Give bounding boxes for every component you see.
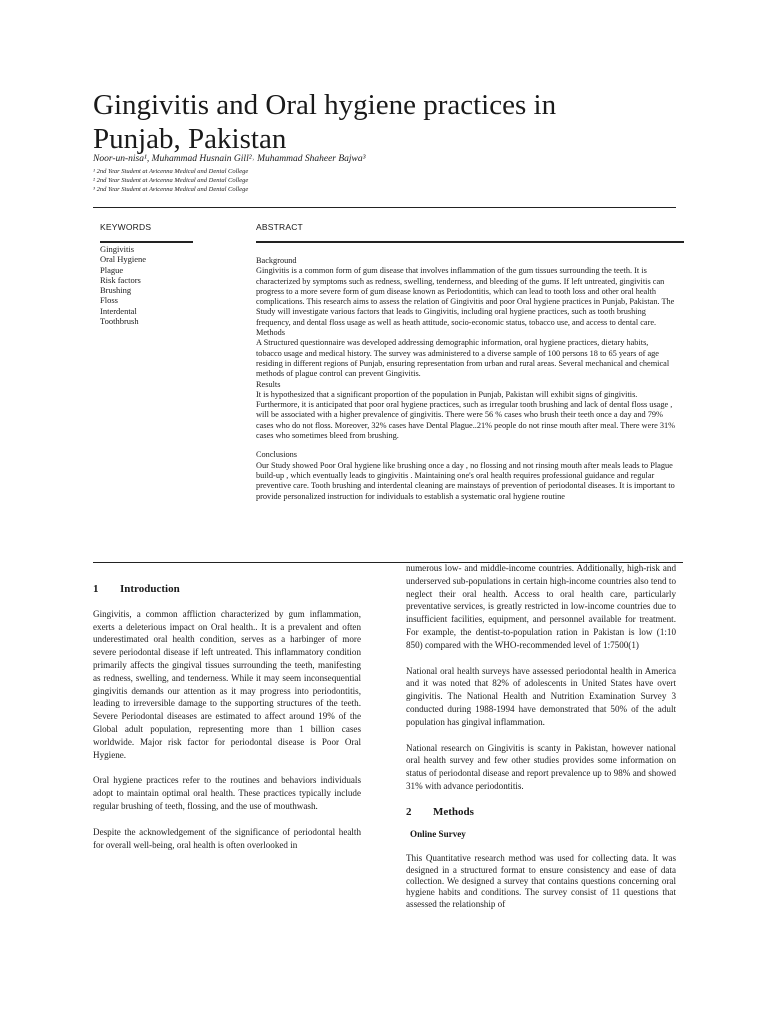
- methods-abstract-text: A Structured questionnaire was developed addressing demographic information, oral hygiene practices, dietary habits, tobacco usage and medical history. The survey was administered to a diverse sample of 100 persons 18 to 65 years of age residing in different regions of Punjab, ensuring representation from urban and rural areas. Several mechanical and chemical methods of plague control can prevent Gingivitis.: [256, 338, 670, 379]
- intro-paragraph-2: Oral hygiene practices refer to the routines and behaviors individuals adopt to maintain optimal oral health. These practices typically include regular brushing of teeth, flossing, and the use of mouthwash.: [93, 775, 361, 811]
- background-heading: Background: [256, 256, 297, 265]
- keyword-item: Risk factors: [100, 274, 141, 285]
- affiliation-1: ¹ 2nd Year Student at Avicenna Medical and Dental College: [93, 168, 249, 175]
- section-title: Methods: [433, 805, 474, 818]
- section-number: 2: [406, 805, 412, 818]
- right-paragraph-3: National research on Gingivitis is scanty in Pakistan, however national oral health survey and few other studies provides some information on status of periodontal disease and report prevalence up to 98% and showed 31% with advance periodontitis.: [406, 742, 676, 791]
- keyword-item: Brushing: [100, 285, 132, 296]
- intro-paragraph-3: Despite the acknowledgement of the significance of periodontal health for overall well-being, oral health is often overlooked in: [93, 826, 361, 850]
- conclusions-text: Our Study showed Poor Oral hygiene like brushing once a day , no flossing and not rinsing mouth after meals leads to Plague build-up , which eventually leads to gingivitis . Maintaining one's oral health requires professional guidance and regular preventive care. Tooth brushing and interdental cleaning are mainstays of prevention of periodontal diseases. It is important to provide personalized instruction for individuals to establish a systematic oral hygiene routine: [256, 460, 675, 501]
- online-survey-text: This Quantitative research method was used for collecting data. It was designed in a structured format to ensure consistency and ease of data collection. We designed a survey that contains questions concerning oral hygiene habits and conditions. The survey consist of 11 questions that assessed the relationship of: [406, 853, 676, 909]
- section-number: 1: [93, 583, 99, 595]
- keywords-heading: KEYWORDS: [100, 222, 152, 232]
- keywords-list: [100, 244, 146, 326]
- header-divider: [93, 207, 676, 208]
- intro-paragraph-1: Gingivitis, a common affliction characterized by gum inflammation, exerts a deleterious impact on Oral health.. It is a prevalent and often underestimated oral health condition, serves as a harbinger of more severe periodontal disease if left untreated. This inflammatory condition primarily affects the gingival tissues surrounding the teeth, manifesting as redness, swelling, and tenderness. While it may seem inconsequential gingivitis demands our attention as it may progress into periodontitis, leading to irreversible damage to the supporting structures of the teeth. Severe Periodontal diseases are estimated to affect around 19% of the Global adult population, representing more than 1 billion cases worldwide. Major risk factor for periodontal disease is Poor Oral Hygiene.: [93, 608, 361, 760]
- abstract-body: [256, 256, 676, 502]
- results-heading: Results: [256, 379, 281, 389]
- left-column: [93, 583, 361, 864]
- right-paragraph-2: National oral health surveys have assessed periodontal health in America and it was noted that 82% of adolescents in United States have overt gingivitis. The National Health and Nutrition Examination Survey 3 conducted during 1988-1994 have demonstrated that 50% of the adult population has gingival inflammation.: [406, 665, 676, 727]
- keyword-item: Floss: [100, 295, 118, 306]
- paper-title: [93, 88, 653, 156]
- affiliation-2: ² 2nd Year Student at Avicenna Medical and Dental College: [93, 177, 249, 184]
- results-text: It is hypothesized that a significant proportion of the population in Punjab, Pakistan will exhibit signs of gingivitis. Furthermore, it is anticipated that poor oral hygiene practices, such as irregular tooth brushing and lack of dental floss usage , will be associated with a higher prevalence of gingivitis. There were 56 % cases who brush their teeth once a day and 79% cases who do not floss. Moreover, 32% cases have Dental Plague..21% people do not rinse mouth after meal. There were 31% cases who sometimes bleed from brushing.: [256, 389, 676, 441]
- right-paragraph-1: numerous low- and middle-income countries. Additionally, high-risk and underserved sub-populations in certain high-income countries also tend to neglect their oral health. Access to oral health care, particularly preventative services, is greatly restricted in low-income countries due to insufficient facilities, equipment, and personnel available for treatment. For example, the dentist-to-population ration in Pakistan is low (1:10 850) compared with the WHO-recommended level of 1:7500(1): [406, 563, 676, 650]
- title-line-2: Punjab, Pakistan: [93, 123, 287, 155]
- section-introduction-heading: [93, 583, 361, 596]
- right-column: [406, 562, 676, 910]
- section-methods-heading: [406, 806, 676, 819]
- keyword-item: Gingivitis: [100, 244, 135, 254]
- title-line-1: Gingivitis and Oral hygiene practices in: [93, 89, 557, 121]
- keyword-item: Oral Hygiene: [100, 254, 147, 265]
- authors: Noor-un-nisa¹, Muhammad Husnain Gill²˒ Muhammad Shaheer Bajwa³: [93, 154, 366, 164]
- abstract-rule: [256, 241, 684, 243]
- abstract-heading: ABSTRACT: [256, 222, 303, 232]
- methods-abstract-heading: Methods: [256, 328, 286, 338]
- background-text: Gingivitis is a common form of gum disease that involves inflammation of the gum tissues surrounding the teeth. It is characterized by symptoms such as redness, swelling, tenderness, and bleeding of the gums. If left untreated, gingivitis can progress to a more severe form of gum disease known as Periodontitis, which can lead to tooth loss and other oral health complications. This research aims to assess the relation of Gingivitis and poor Oral hygiene practices in Punjab, Pakistan. The Study will investigate various factors that leads to Gingivitis, including oral hygiene practices, such as tooth brushing frequency, and dental floss usage as well as heath attitude, socio-economic status, tobacco use, and access to dental care.: [256, 266, 675, 327]
- keyword-item: Interdental: [100, 305, 137, 316]
- keywords-rule: [100, 241, 193, 243]
- affiliation-3: ³ 2nd Year Student at Avicenna Medical and Dental College: [93, 186, 249, 193]
- keyword-item: Toothbrush: [100, 316, 139, 327]
- keyword-item: Plague: [100, 264, 124, 275]
- section-title: Introduction: [120, 583, 180, 595]
- conclusions-heading: Conclusions: [256, 450, 298, 460]
- online-survey-heading: Online Survey: [410, 828, 466, 839]
